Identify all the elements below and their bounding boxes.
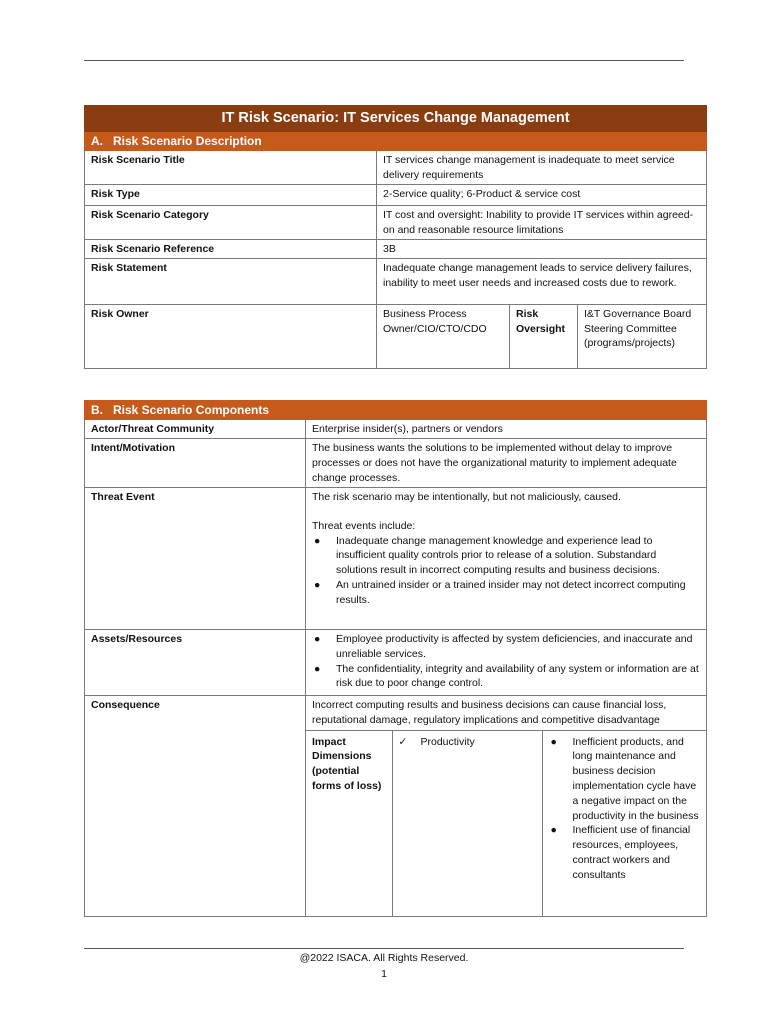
table-row	[85, 488, 707, 630]
header-rule	[84, 60, 684, 61]
table-row	[85, 151, 707, 185]
row-label: Risk Scenario Reference	[85, 240, 377, 259]
row-value: Enterprise insider(s), partners or vendors	[306, 420, 707, 439]
table-row	[85, 696, 707, 917]
page-number: 1	[381, 968, 387, 980]
bullet-icon: ●	[314, 578, 321, 591]
bullet-icon: ●	[550, 735, 557, 748]
row-label: Risk Statement	[85, 258, 377, 304]
impact-bullets	[549, 735, 702, 883]
row-label: Risk Type	[85, 185, 377, 206]
row-value: The business wants the solutions to be implemented without delay to improve processes or does not have the organizational maturity to implement adequate change processes.	[306, 439, 707, 488]
consequence-cell	[306, 696, 707, 917]
document-title: IT Risk Scenario: IT Services Change Management	[85, 106, 707, 132]
impact-label: Impact Dimensions (potential forms of loss)	[306, 730, 392, 916]
risk-owner-value: Business Process Owner/CIO/CTO/CDO	[377, 304, 510, 368]
list-item	[549, 823, 702, 882]
list-item	[312, 578, 700, 608]
bullet-icon: ●	[314, 633, 321, 645]
impact-dimension	[392, 730, 542, 916]
section-b-letter: B.	[91, 402, 103, 417]
row-value: 2-Service quality; 6-Product & service cost	[377, 185, 707, 206]
risk-owner-label: Risk Owner	[85, 304, 377, 368]
risk-description-table	[84, 105, 707, 369]
bullet-text: Inadequate change management knowledge and experience lead to insufficient quality controls prior to release of a solution. Substandard solutions result in incorrect computing results and business decisions.	[336, 534, 660, 577]
bullet-text: The confidentiality, integrity and availability of any system or information are at risk due to poor change control.	[336, 662, 699, 690]
section-b-header	[85, 401, 707, 420]
section-a-title: Risk Scenario Description	[113, 133, 262, 148]
bullet-icon: ●	[314, 534, 321, 547]
assets-bullets	[312, 632, 700, 691]
bullet-text: An untrained insider or a trained insider may not detect incorrect computing results.	[336, 578, 686, 606]
bullet-icon: ●	[314, 662, 321, 675]
table-row	[85, 185, 707, 206]
row-label: Risk Scenario Title	[85, 151, 377, 185]
table-row	[85, 304, 707, 368]
footer-copyright: @2022 ISACA. All Rights Reserved.	[299, 952, 469, 964]
bullet-text: Inefficient products, and long maintenance and business decision implementation cycle have a negative impact on the productivity in the business	[572, 735, 699, 822]
list-item	[312, 632, 700, 662]
oversight-line: I&T Governance Board	[584, 307, 692, 320]
risk-components-table	[84, 400, 707, 917]
section-a-letter: A.	[91, 133, 103, 148]
row-value: 3B	[377, 240, 707, 259]
row-label: Risk Scenario Category	[85, 206, 377, 240]
row-value: IT services change management is inadequate to meet service delivery requirements	[377, 151, 707, 185]
list-item	[312, 534, 700, 578]
row-label: Threat Event	[85, 488, 306, 630]
consequence-text: Incorrect computing results and business decisions can cause financial loss, reputational damage, regulatory implications and competitive disadvantage	[312, 699, 667, 726]
row-value: IT cost and oversight: Inability to provide IT services within agreed-on and reasonable resource limitations	[377, 206, 707, 240]
table-row	[85, 439, 707, 488]
table-row	[85, 630, 707, 696]
section-a-header	[85, 132, 707, 151]
row-label: Actor/Threat Community	[85, 420, 306, 439]
list-item	[312, 662, 700, 692]
impact-dimensions-table	[306, 730, 707, 917]
bullet-text: Employee productivity is affected by system deficiencies, and inaccurate and unreliable services.	[336, 633, 693, 660]
oversight-line: Steering Committee (programs/projects)	[584, 322, 677, 350]
bullet-icon: ●	[550, 824, 557, 837]
impact-details	[542, 730, 707, 916]
row-label: Consequence	[85, 696, 306, 917]
section-b-title: Risk Scenario Components	[113, 402, 270, 417]
checkmark-icon: ✓	[398, 735, 408, 748]
table-row	[85, 420, 707, 439]
threat-bullets	[312, 534, 700, 608]
threat-event-value	[306, 488, 707, 630]
table-row	[85, 258, 707, 304]
assets-value	[306, 630, 707, 696]
risk-oversight-value	[578, 304, 707, 368]
dimension-text: Productivity	[420, 735, 475, 748]
table-row	[85, 206, 707, 240]
footer-rule	[84, 948, 684, 949]
row-label: Assets/Resources	[85, 630, 306, 696]
row-label: Intent/Motivation	[85, 439, 306, 488]
threat-lead: Threat events include:	[312, 519, 416, 532]
table-row	[85, 240, 707, 259]
risk-oversight-label: Risk Oversight	[510, 304, 578, 368]
bullet-text: Inefficient use of financial resources, employees, contract workers and consultants	[572, 824, 691, 881]
threat-intro: The risk scenario may be intentionally, but not maliciously, caused.	[312, 491, 621, 503]
list-item	[549, 735, 702, 824]
row-value: Inadequate change management leads to service delivery failures, inability to meet user needs and increased costs due to rework.	[377, 258, 707, 304]
